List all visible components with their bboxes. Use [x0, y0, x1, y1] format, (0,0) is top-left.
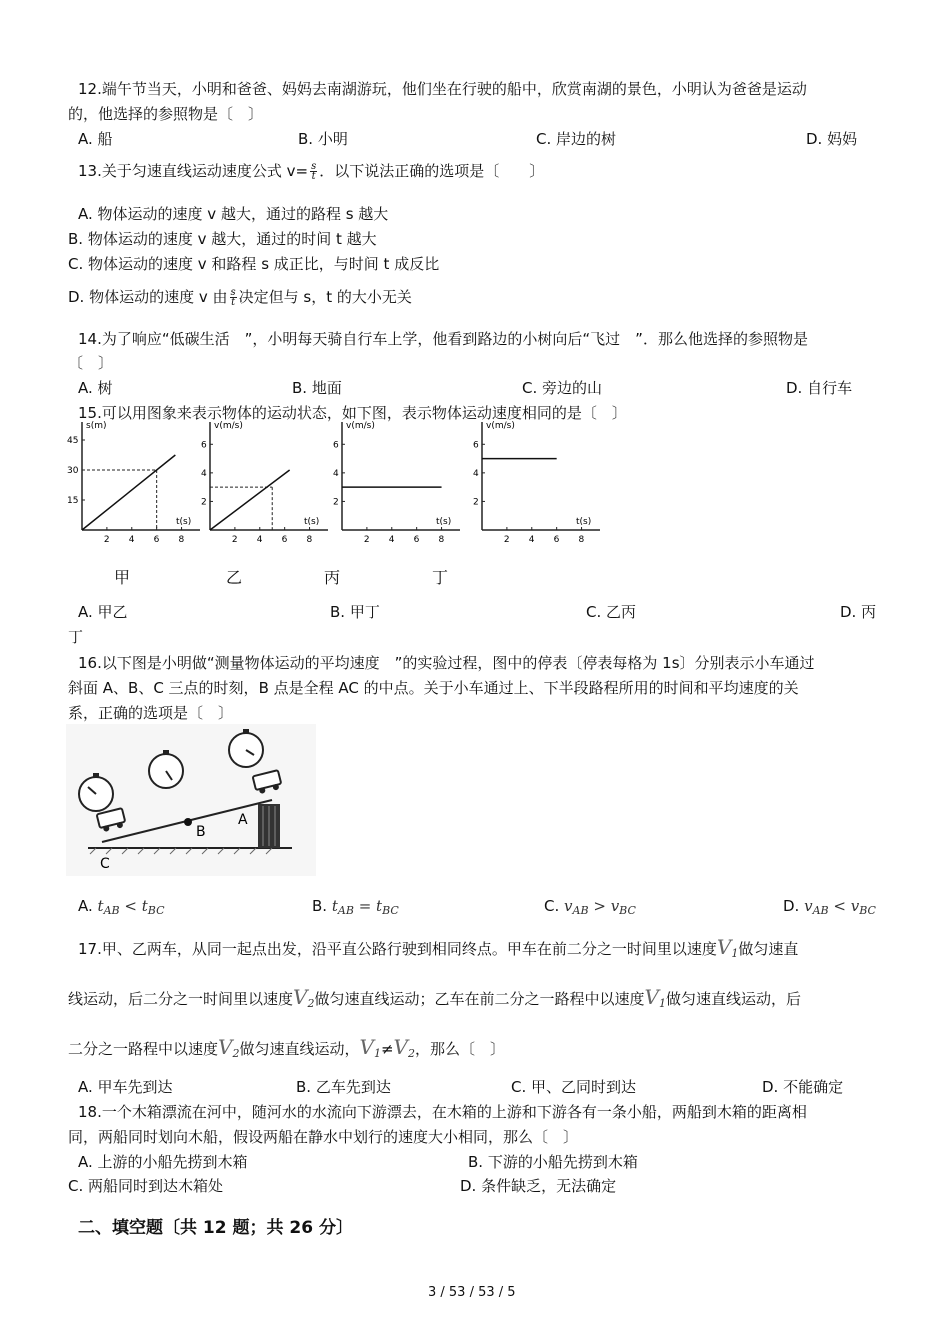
- chart0-y-tick-label: 45: [67, 436, 79, 446]
- chart1-x-tick-label: 4: [256, 535, 263, 545]
- q13-option-a: A. 物体运动的速度 v 越大，通过的路程 s 越大: [78, 205, 389, 223]
- chart0-x-tick-label: 2: [103, 535, 110, 545]
- q15-option-a: A. 甲乙: [78, 603, 128, 621]
- q17-option-a: A. 甲车先到达: [78, 1078, 173, 1096]
- chart2-x-label: t(s): [436, 517, 452, 527]
- chart2-y-tick-label: 4: [333, 468, 339, 479]
- chart0-series-line: [82, 455, 175, 530]
- label-c: C: [100, 856, 110, 872]
- chart0-y-label: s(m): [86, 421, 107, 431]
- chart2-x-tick-label: 4: [388, 535, 395, 545]
- q16-option-d: D. $v_{AB} < v_{BC}$: [783, 897, 876, 917]
- chart3-y-label: v(m/s): [486, 421, 515, 431]
- label-a: A: [238, 812, 248, 828]
- q14-option-c: C. 旁边的山: [522, 379, 603, 397]
- q12-line2: 的，他选择的参照物是〔 〕: [68, 105, 264, 123]
- q15-option-c: C. 乙丙: [586, 603, 637, 621]
- section-heading-fill-in: 二、填空题〔共 12 题；共 26 分〕: [78, 1218, 353, 1238]
- chart0-x-tick-label: 6: [153, 535, 160, 545]
- q16-line1: 16.以下图是小明做“测量物体运动的平均速度 ”的实验过程，图中的停表〔停表每格为 1s〕分别表示小车通过: [78, 654, 815, 672]
- chart2-y-tick-label: 6: [333, 440, 339, 451]
- q18-option-c: C. 两船同时到达木箱处: [68, 1177, 224, 1195]
- label-b: B: [196, 824, 206, 840]
- q18-option-d: D. 条件缺乏，无法确定: [460, 1177, 617, 1195]
- chart2-x-tick-label: 8: [438, 535, 445, 545]
- q17-line3: 二分之一路程中以速度$V_2$做匀速直线运动，$V_1\ne V_2$，那么〔 〕: [68, 1035, 505, 1060]
- q13-suffix: ．以下说法正确的选项是〔 〕: [319, 162, 545, 180]
- q18-line2: 同，两船同时划向木船，假设两船在静水中划行的速度大小相同，那么〔 〕: [68, 1128, 579, 1146]
- point-b-marker: [184, 818, 192, 826]
- q18-option-a: A. 上游的小船先捞到木箱: [78, 1153, 248, 1171]
- q13-d-fraction: $\frac{s}{t}$: [230, 287, 236, 308]
- chart3-y-tick-label: 6: [473, 440, 479, 451]
- chart-label-jia: 甲: [114, 568, 131, 587]
- q14-line2: 〔 〕: [68, 354, 114, 372]
- q15-option-d-cont: 丁: [68, 628, 84, 646]
- chart0-x-tick-label: 4: [128, 535, 135, 545]
- chart1-x-tick-label: 8: [306, 535, 313, 545]
- chart0-y-tick-label: 15: [67, 496, 79, 506]
- chart1-y-label: v(m/s): [214, 421, 243, 431]
- chart3-y-tick-label: 2: [473, 497, 479, 508]
- chart1-x-label: t(s): [304, 517, 320, 527]
- chart3-y-tick-label: 4: [473, 468, 479, 479]
- chart-label-yi: 乙: [226, 568, 243, 587]
- q13-prefix: 13.关于匀速直线运动速度公式 v=: [78, 162, 309, 180]
- q18-line1: 18.一个木箱漂流在河中，随河水的水流向下游漂去，在木箱的上游和下游各有一条小船，两船到木箱的距离相: [78, 1103, 807, 1121]
- q14-option-b: B. 地面: [292, 379, 342, 397]
- q16-option-a: A. $t_{AB} < t_{BC}$: [78, 897, 165, 917]
- page-number: 3 / 53 / 53 / 5: [428, 1285, 516, 1300]
- q13-option-b: B. 物体运动的速度 v 越大，通过的时间 t 越大: [68, 230, 377, 248]
- q15-option-b: B. 甲丁: [330, 603, 380, 621]
- chart3-x-tick-label: 4: [528, 535, 535, 545]
- q17-option-d: D. 不能确定: [762, 1078, 844, 1096]
- q13-option-c: C. 物体运动的速度 v 和路程 s 成正比，与时间 t 成反比: [68, 255, 440, 273]
- q12-line1: 12.端午节当天，小明和爸爸、妈妈去南湖游玩，他们坐在行驶的船中，欣赏南湖的景色，小明认为爸爸是运动: [78, 80, 807, 98]
- q16-option-c: C. $v_{AB} > v_{BC}$: [544, 897, 636, 917]
- chart1-y-tick-label: 2: [201, 497, 207, 508]
- chart1-y-tick-label: 6: [201, 440, 207, 451]
- chart0-x-tick-label: 8: [178, 535, 185, 545]
- q13-stem: [78, 160, 544, 181]
- q17-line2: 线运动，后二分之一时间里以速度$V_2$做匀速直线运动；乙车在前二分之一路程中以速度$V_1$做匀速直线运动，后: [68, 985, 801, 1010]
- chart2-y-label: v(m/s): [346, 421, 375, 431]
- q17-option-b: B. 乙车先到达: [296, 1078, 391, 1096]
- chart2-x-tick-label: 2: [363, 535, 370, 545]
- q15-option-d: D. 丙: [840, 603, 877, 621]
- chart3-x-tick-label: 6: [553, 535, 560, 545]
- q16-line2: 斜面 A、B、C 三点的时刻，B 点是全程 AC 的中点。关于小车通过上、下半段路程所用的时间和平均速度的关: [68, 679, 799, 697]
- q14-option-a: A. 树: [78, 379, 113, 397]
- chart1-y-tick-label: 4: [201, 468, 207, 479]
- q14-option-d: D. 自行车: [786, 379, 853, 397]
- q12-option-d: D. 妈妈: [806, 130, 858, 148]
- q12-option-a: A. 船: [78, 130, 113, 148]
- q14-line1: 14.为了响应“低碳生活 ”，小明每天骑自行车上学，他看到路边的小树向后“飞过 ”．那么他选择的参照物是: [78, 330, 808, 348]
- chart3-x-label: t(s): [576, 517, 592, 527]
- q15-line1: 15.可以用图象来表示物体的运动状态，如下图，表示物体运动速度相同的是〔 〕: [78, 404, 627, 422]
- chart1-x-tick-label: 6: [281, 535, 288, 545]
- q17-line1: 17.甲、乙两车，从同一起点出发，沿平直公路行驶到相同终点。甲车在前二分之一时间里以速度$V_1$做匀速直: [78, 935, 799, 960]
- q18-option-b: B. 下游的小船先捞到木箱: [468, 1153, 638, 1171]
- chart3-x-tick-label: 8: [578, 535, 585, 545]
- q17-option-c: C. 甲、乙同时到达: [511, 1078, 637, 1096]
- chart0-x-label: t(s): [176, 517, 192, 527]
- incline-experiment-figure: [66, 724, 316, 876]
- q12-option-c: C. 岸边的树: [536, 130, 617, 148]
- chart2-x-tick-label: 6: [413, 535, 420, 545]
- q16-line3: 系，正确的选项是〔 〕: [68, 704, 234, 722]
- q13-formula-fraction: $\frac{s}{t}$: [311, 161, 317, 182]
- q12-option-b: B. 小明: [298, 130, 348, 148]
- chart2-y-tick-label: 2: [333, 497, 339, 508]
- q13-option-d: D. 物体运动的速度 v 由 $\frac{s}{t}$ 决定但与 s，t 的大小无关: [68, 287, 412, 308]
- chart1-series-line: [210, 470, 290, 530]
- q16-option-b: B. $t_{AB} = t_{BC}$: [312, 897, 399, 917]
- chart-label-bing: 丙: [324, 568, 341, 587]
- chart0-y-tick-label: 30: [67, 466, 79, 476]
- motion-graphs: [62, 418, 622, 553]
- chart3-x-tick-label: 2: [503, 535, 510, 545]
- chart-label-ding: 丁: [432, 568, 449, 587]
- chart1-x-tick-label: 2: [231, 535, 238, 545]
